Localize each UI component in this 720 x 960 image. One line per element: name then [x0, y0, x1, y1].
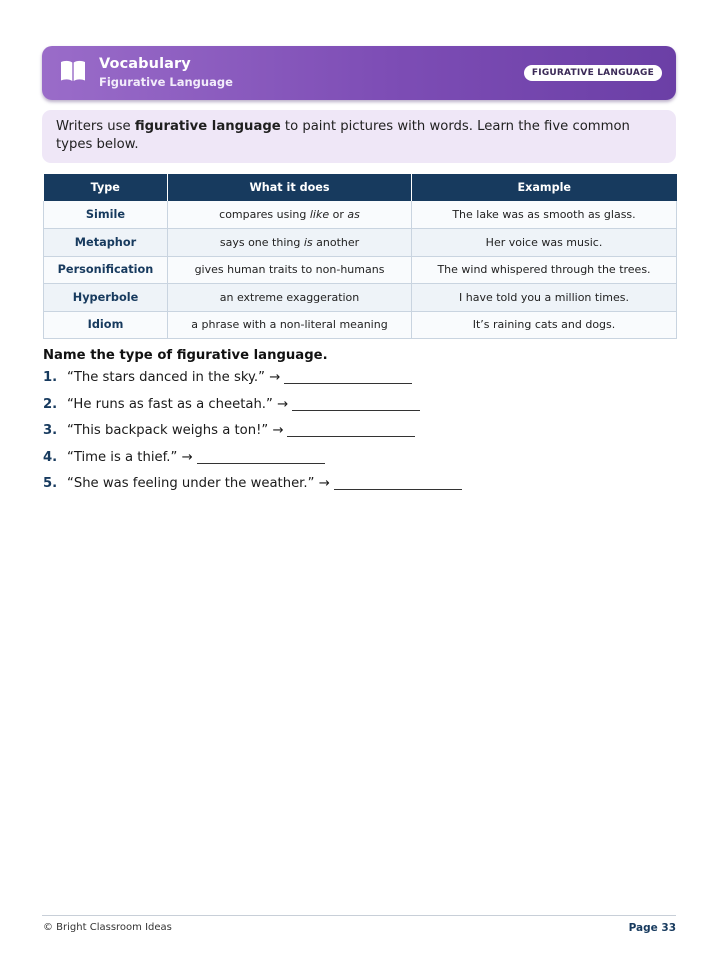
example-cell: It’s raining cats and dogs. — [412, 311, 677, 339]
question-number: 4. — [43, 449, 58, 465]
question-text: “The stars danced in the sky.” → — [67, 370, 281, 385]
table-row — [44, 201, 677, 229]
type-cell: Idiom — [44, 311, 168, 339]
topic-badge: FIGURATIVE LANGUAGE — [524, 65, 662, 81]
type-cell: Metaphor — [44, 229, 168, 257]
footer-copyright: © Bright Classroom Ideas — [43, 922, 172, 933]
description-emphasis: is — [303, 235, 313, 249]
question-number: 5. — [43, 476, 58, 492]
intro-text-bold: figurative language — [134, 119, 281, 134]
intro-box — [42, 110, 676, 163]
intro-text-after: to paint pictures with words. Learn the five common types below. — [56, 119, 630, 152]
description-text: says one thing — [219, 235, 304, 249]
answer-blank[interactable] — [292, 397, 420, 411]
description-emphasis: as — [347, 208, 360, 221]
description-text: gives human traits to non-humans — [194, 263, 385, 277]
description-cell — [168, 201, 412, 229]
example-cell: The lake was as smooth as glass. — [412, 201, 677, 229]
page-number: Page 33 — [628, 922, 676, 934]
question-item — [43, 368, 462, 395]
description-cell — [168, 284, 412, 312]
question-list — [43, 368, 462, 501]
question-number: 3. — [43, 423, 58, 439]
answer-blank[interactable] — [287, 423, 415, 437]
footer-divider — [42, 915, 676, 916]
description-text: another — [312, 235, 360, 249]
header-example: Example — [412, 174, 677, 201]
question-text: “Time is a thief.” → — [67, 449, 193, 465]
question-item — [43, 421, 462, 448]
question-text: “She was feeling under the weather.” → — [67, 476, 330, 492]
figurative-language-table — [43, 174, 677, 339]
type-cell: Hyperbole — [44, 284, 168, 312]
type-cell: Personification — [44, 256, 168, 284]
question-item — [43, 474, 462, 501]
question-item — [43, 395, 462, 422]
table-row — [44, 256, 677, 284]
answer-blank[interactable] — [284, 370, 412, 384]
table-row — [44, 311, 677, 339]
description-text: an extreme exaggeration — [219, 290, 360, 304]
table-header-row — [44, 174, 677, 201]
description-cell — [168, 311, 412, 339]
example-cell: I have told you a million times. — [412, 284, 677, 312]
question-number: 1. — [43, 370, 58, 385]
example-cell: Her voice was music. — [412, 229, 677, 257]
answer-blank[interactable] — [197, 450, 325, 464]
intro-text-before: Writers use — [56, 119, 135, 134]
example-cell: The wind whispered through the trees. — [412, 256, 677, 284]
table-row — [44, 229, 677, 257]
description-text: compares using — [219, 208, 310, 221]
answer-blank[interactable] — [334, 476, 462, 490]
description-cell — [168, 256, 412, 284]
description-text: a phrase with a non-literal meaning — [191, 318, 388, 332]
description-cell — [168, 229, 412, 257]
worksheet-header — [42, 46, 676, 100]
description-emphasis: like — [309, 208, 330, 221]
question-number: 2. — [43, 396, 58, 412]
question-text: “He runs as fast as a cheetah.” → — [67, 396, 289, 412]
questions-heading: Name the type of figurative language. — [43, 348, 328, 363]
question-text: “This backpack weighs a ton!” → — [67, 423, 284, 439]
page-title: Vocabulary — [99, 56, 191, 72]
header-what-it-does: What it does — [168, 174, 412, 201]
header-type: Type — [44, 174, 168, 201]
open-book-icon — [60, 59, 86, 83]
page-subtitle: Figurative Language — [99, 75, 233, 89]
table-row — [44, 284, 677, 312]
question-item — [43, 448, 462, 475]
type-cell: Simile — [44, 201, 168, 229]
description-text: or — [329, 208, 348, 221]
